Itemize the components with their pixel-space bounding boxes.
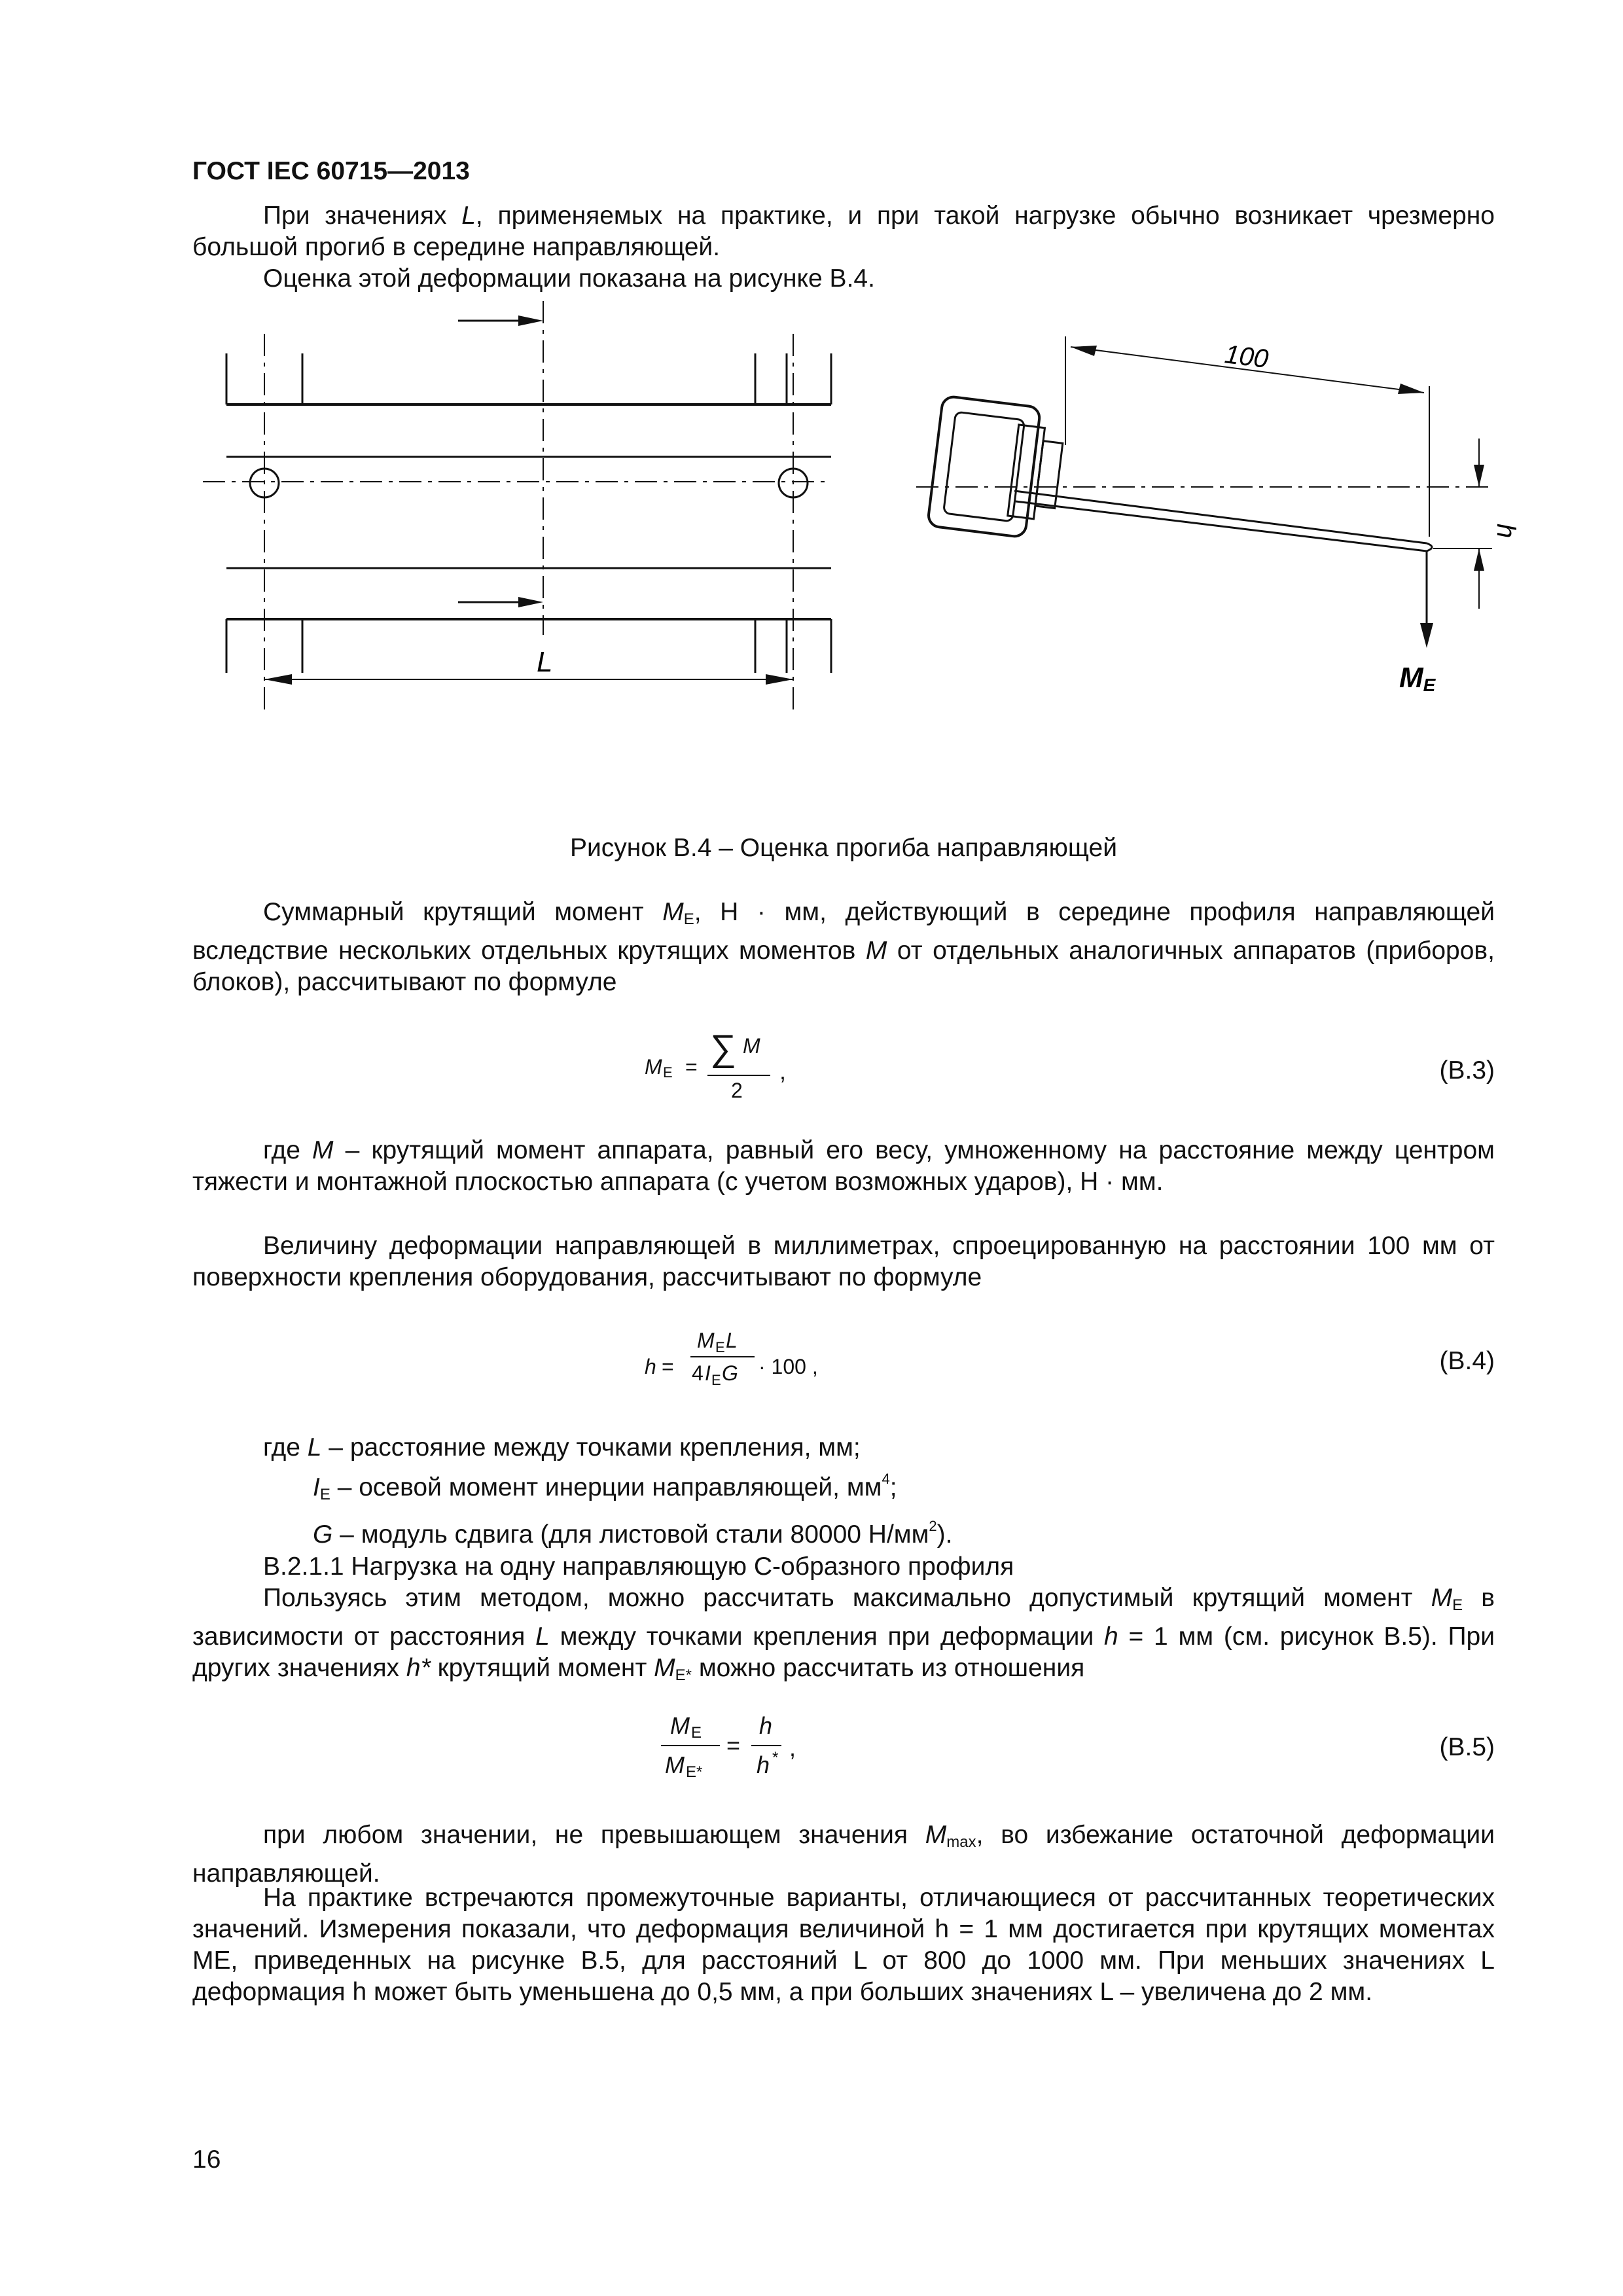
paragraph-total-torque: Суммарный крутящий момент $M_E$, Н · мм, действующий в середине профиля направляющей вследствие нескольких отдельных крутящих моментов M от отдельных аналогичных аппаратов (приборов, блоков), рассчитывают по формуле xyxy=(192,898,1495,996)
variable-definitions xyxy=(192,1432,1495,1551)
equation-number-b5: (B.5) xyxy=(1439,1733,1495,1761)
section-b2-1-1 xyxy=(192,1551,1495,1691)
section-paragraph: Пользуясь этим методом, можно рассчитать максимально допустимый крутящий момент $M_E$ в зависимости от расстояния L между точками крепления при деформации h = 1 мм (см. рисунок B.5). При других значениях h* крутящий момент $M_{E*}$ можно рассчитать из отношения xyxy=(192,1584,1495,1684)
paragraph-figure-reference: Оценка этой деформации показана на рисунке B.4. xyxy=(263,264,875,293)
equation-number-b3: (B.3) xyxy=(1439,1056,1495,1085)
deflected-rail xyxy=(1014,491,1427,551)
fraction-bar xyxy=(661,1745,720,1746)
section-title: B.2.1.1 Нагрузка на одну направляющую С-образного профиля xyxy=(263,1552,1014,1581)
page-number: 16 xyxy=(192,2145,221,2174)
dimension-label-100: 100 xyxy=(1222,340,1270,374)
dimension-label-L: L xyxy=(537,646,553,678)
equation-number-b4: (B.4) xyxy=(1439,1347,1495,1375)
rail-top-view-drawing xyxy=(196,295,838,753)
right-post-outline xyxy=(787,353,838,673)
definition-L: где L – расстояние между точками крепления, мм; xyxy=(263,1433,861,1462)
definition-G: G – модуль сдвига (для листовой стали 80000 $Н/мм^2$). xyxy=(313,1518,953,1549)
paragraph-mmax: при любом значении, не превышающем значения $M_{max}$, во избежание остаточной деформации направляющей. xyxy=(192,1821,1495,1888)
paragraph-intro: При значениях L, применяемых на практике, и при такой нагрузке обычно возникает чрезмерно большой прогиб в середине направляющей. xyxy=(192,202,1495,261)
equation-b4: h = M E L 4 I E G · 100 , xyxy=(645,1329,818,1388)
figure-caption: Рисунок B.4 – Оценка прогиба направляющей xyxy=(569,834,1117,862)
section-arrow-top xyxy=(518,315,543,326)
moment-arrow-head xyxy=(1420,623,1433,648)
rail-deflection-drawing xyxy=(916,308,1531,713)
section-arrow-bottom xyxy=(518,597,543,607)
equation-b5: M E M E* = h h * , xyxy=(661,1712,818,1797)
paragraph-deformation: Величину деформации направляющей в миллиметрах, спроецированную на расстоянии 100 мм от поверхности крепления оборудования, рассчитывают по формуле xyxy=(192,1232,1495,1291)
equation-b3: M E = ∑ M 2 , xyxy=(645,1027,787,1102)
paragraph-where-M: где M – крутящий момент аппарата, равный его весу, умноженному на расстояние между центром тяжести и монтажной плоскостью аппарата (с учетом возможных ударов), Н · мм. xyxy=(192,1136,1495,1196)
fraction-bar xyxy=(690,1356,755,1357)
definition-IE: $I_E$ – осевой момент инерции направляющей, $мм^4$; xyxy=(313,1471,897,1503)
dimension-label-h: h xyxy=(1491,524,1520,539)
paragraph-practice: На практике встречаются промежуточные варианты, отличающиеся от рассчитанных теоретических значений. Измерения показали, что деформация величиной h = 1 мм достигается при крутящих моментах ME, приведенных на рисунке B.5, для расстояний L от 800 до 1000 мм. При меньших значениях L деформация h может быть уменьшена до 0,5 мм, а при больших значениях L – увеличена до 2 мм. xyxy=(192,1884,1495,2006)
fraction-bar xyxy=(707,1075,770,1076)
moment-label-ME: ME xyxy=(1399,662,1436,695)
document-title: ГОСТ IEC 60715—2013 xyxy=(192,157,470,185)
rail-cross-section xyxy=(927,396,1067,541)
